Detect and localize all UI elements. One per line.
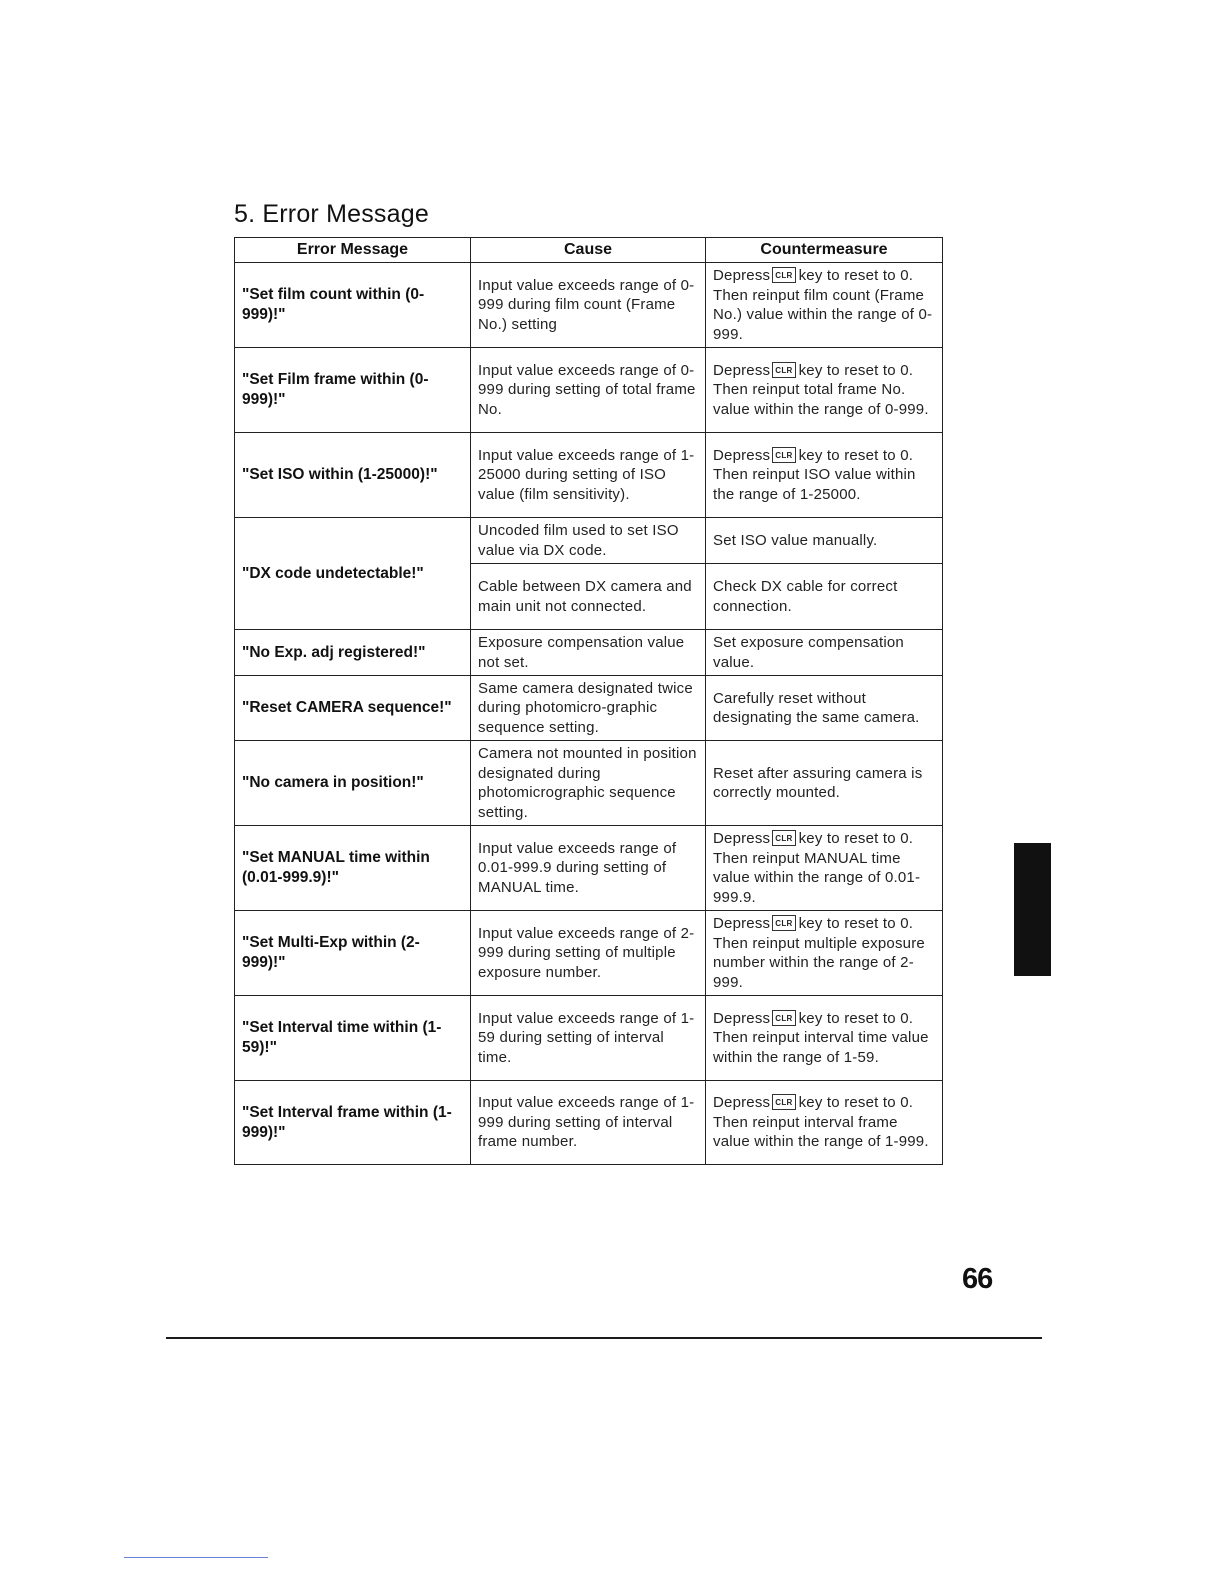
countermeasure-cell: Set ISO value manually. xyxy=(706,518,943,564)
table-row xyxy=(235,263,943,348)
cause-cell: Input value exceeds range of 0-999 during film count (Frame No.) setting xyxy=(471,263,706,348)
error-message-cell: "DX code undetectable!" xyxy=(235,518,471,630)
table-row xyxy=(235,348,943,433)
cause-cell: Exposure compensation value not set. xyxy=(471,630,706,676)
footer-underline xyxy=(124,1557,268,1558)
cause-cell: Input value exceeds range of 0.01-999.9 during setting of MANUAL time. xyxy=(471,826,706,911)
fix-prefix: Depress xyxy=(713,267,771,284)
cause-cell: Same camera designated twice during photomicro-graphic sequence setting. xyxy=(471,676,706,741)
table-row xyxy=(235,676,943,741)
table-row xyxy=(235,826,943,911)
error-message-cell: "Set Film frame within (0-999)!" xyxy=(235,348,471,433)
error-message-cell: "No Exp. adj registered!" xyxy=(235,630,471,676)
table-header-row xyxy=(235,238,943,263)
error-message-table xyxy=(234,237,943,1165)
fix-suffix: key to reset to 0. Then reinput interval frame value within the range of 1-999. xyxy=(713,1094,929,1151)
error-message-cell: "No camera in position!" xyxy=(235,741,471,826)
cause-cell: Cable between DX camera and main unit not connected. xyxy=(471,564,706,630)
cause-cell: Input value exceeds range of 1-999 during setting of interval frame number. xyxy=(471,1081,706,1165)
fix-prefix: Depress xyxy=(713,1009,771,1027)
table-row xyxy=(235,433,943,518)
table-row xyxy=(235,1081,943,1165)
fix-prefix: Depress xyxy=(713,915,771,932)
table-row xyxy=(235,630,943,676)
header-cause: Cause xyxy=(471,238,706,263)
clr-key-icon: CLR xyxy=(772,1094,795,1110)
error-message-cell: "Set film count within (0-999)!" xyxy=(235,263,471,348)
countermeasure-cell xyxy=(706,263,943,348)
section-tab-marker xyxy=(1014,843,1051,976)
table-row xyxy=(235,911,943,996)
countermeasure-cell: Carefully reset without designating the same camera. xyxy=(706,676,943,741)
clr-key-icon: CLR xyxy=(772,447,795,463)
cause-cell: Input value exceeds range of 1-25000 during setting of ISO value (film sensitivity). xyxy=(471,433,706,518)
countermeasure-cell xyxy=(706,826,943,911)
header-error-message: Error Message xyxy=(235,238,471,263)
clr-key-icon: CLR xyxy=(772,362,795,378)
fix-suffix: key to reset to 0. Then reinput film count (Frame No.) value within the range of 0-999. xyxy=(713,267,933,343)
section-title: 5. Error Message xyxy=(234,200,429,228)
countermeasure-cell xyxy=(706,1081,943,1165)
fix-prefix: Depress xyxy=(713,830,771,847)
error-message-cell: "Set Interval time within (1-59)!" xyxy=(235,996,471,1081)
table-row xyxy=(235,518,943,564)
countermeasure-cell: Set exposure compensation value. xyxy=(706,630,943,676)
fix-suffix: key to reset to 0. Then reinput ISO value within the range of 1-25000. xyxy=(713,446,916,503)
fix-prefix: Depress xyxy=(713,1094,771,1112)
fix-prefix: Depress xyxy=(713,361,771,379)
countermeasure-cell xyxy=(706,348,943,433)
error-message-cell: "Set Multi-Exp within (2-999)!" xyxy=(235,911,471,996)
clr-key-icon: CLR xyxy=(772,915,795,931)
countermeasure-cell: Check DX cable for correct connection. xyxy=(706,564,943,630)
countermeasure-cell xyxy=(706,433,943,518)
cause-cell: Uncoded film used to set ISO value via DX code. xyxy=(471,518,706,564)
error-message-cell: "Set MANUAL time within (0.01-999.9)!" xyxy=(235,826,471,911)
error-message-cell: "Reset CAMERA sequence!" xyxy=(235,676,471,741)
fix-suffix: key to reset to 0. Then reinput multiple exposure number within the range of 2-999. xyxy=(713,915,925,991)
fix-suffix: key to reset to 0. Then reinput total frame No. value within the range of 0-999. xyxy=(713,361,929,418)
page-number: 66 xyxy=(962,1263,993,1295)
bottom-divider xyxy=(166,1337,1042,1339)
fix-suffix: key to reset to 0. Then reinput interval time value within the range of 1-59. xyxy=(713,1009,929,1066)
error-message-cell: "Set Interval frame within (1-999)!" xyxy=(235,1081,471,1165)
countermeasure-cell xyxy=(706,911,943,996)
table-row xyxy=(235,741,943,826)
error-message-cell: "Set ISO within (1-25000)!" xyxy=(235,433,471,518)
header-countermeasure: Countermeasure xyxy=(706,238,943,263)
cause-cell: Input value exceeds range of 1-59 during setting of interval time. xyxy=(471,996,706,1081)
clr-key-icon: CLR xyxy=(772,830,795,846)
fix-suffix: key to reset to 0. Then reinput MANUAL time value within the range of 0.01-999.9. xyxy=(713,830,921,906)
cause-cell: Input value exceeds range of 2-999 during setting of multiple exposure number. xyxy=(471,911,706,996)
cause-cell: Camera not mounted in position designated during photomicrographic sequence setting. xyxy=(471,741,706,826)
table-row xyxy=(235,996,943,1081)
clr-key-icon: CLR xyxy=(772,1010,795,1026)
clr-key-icon: CLR xyxy=(772,267,795,283)
countermeasure-cell: Reset after assuring camera is correctly mounted. xyxy=(706,741,943,826)
fix-prefix: Depress xyxy=(713,446,771,464)
cause-cell: Input value exceeds range of 0-999 during setting of total frame No. xyxy=(471,348,706,433)
countermeasure-cell xyxy=(706,996,943,1081)
